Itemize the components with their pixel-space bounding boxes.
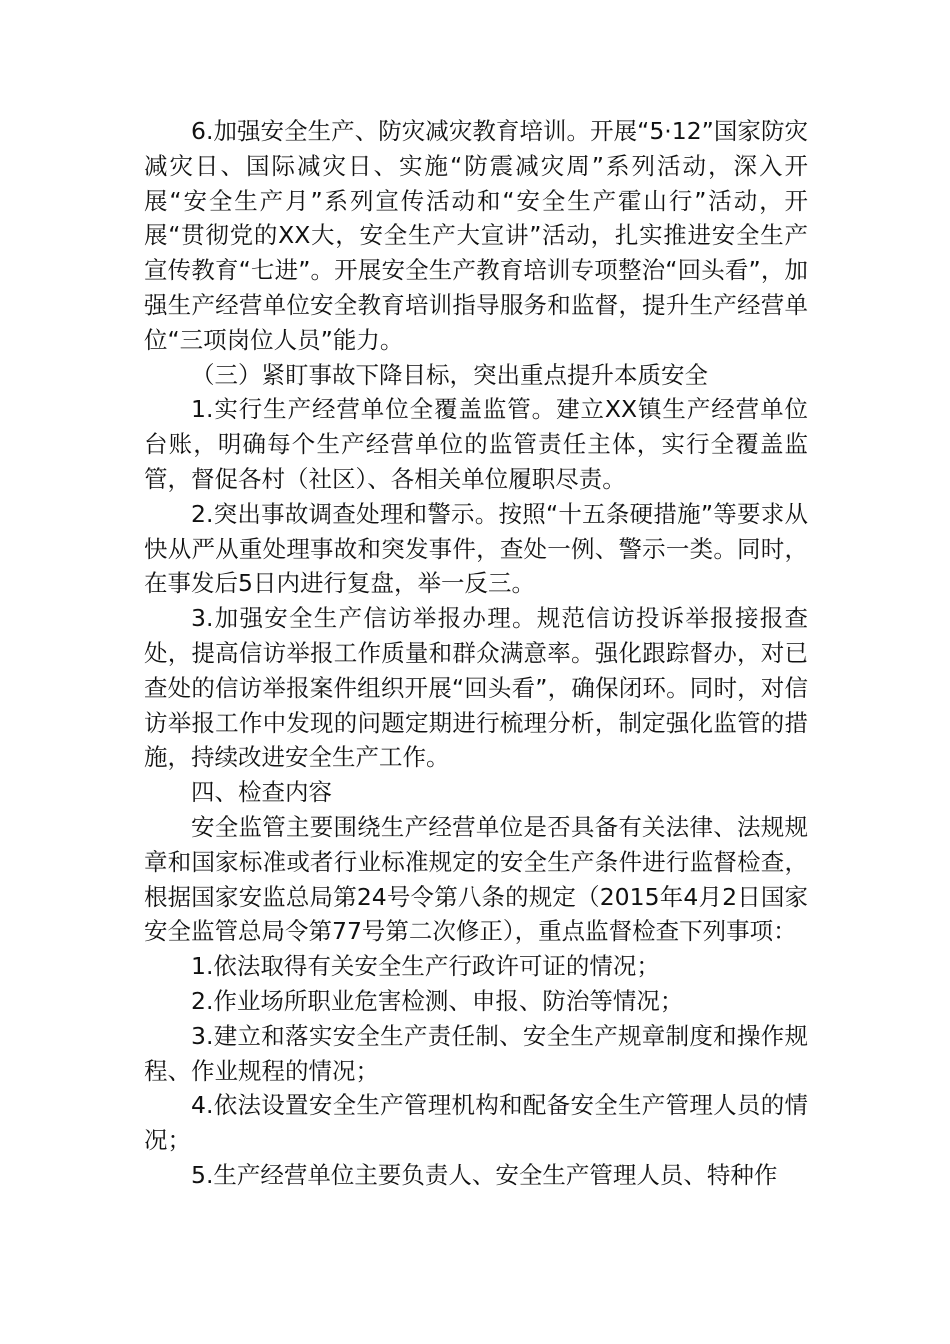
paragraph-full-coverage: 1.实行生产经营单位全覆盖监管。建立XX镇生产经营单位台账，明确每个生产经营单位的监管责任主体，实行全覆盖监管，督促各村（社区）、各相关单位履职尽责。 — [144, 395, 808, 493]
list-item-5: 5.生产经营单位主要负责人、安全生产管理人员、特种作 — [191, 1160, 778, 1189]
list-item-1: 1.依法取得有关安全生产行政许可证的情况； — [191, 952, 660, 981]
list-item-4: 4.依法设置安全生产管理机构和配备安全生产管理人员的情况； — [144, 1091, 808, 1155]
section-heading-3: （三）紧盯事故下降目标，突出重点提升本质安全 — [191, 360, 708, 389]
list-item-2: 2.作业场所职业危害检测、申报、防治等情况； — [191, 986, 684, 1015]
document-page — [144, 114, 808, 1193]
paragraph-accident: 2.突出事故调查处理和警示。按照“十五条硬措施”等要求从快从严从重处理事故和突发事件，查处一例、警示一类。同时，在事发后5日内进行复盘，举一反三。 — [144, 499, 808, 598]
paragraph-petition: 3.加强安全生产信访举报办理。规范信访投诉举报接报查处，提高信访举报工作质量和群众满意率。强化跟踪督办，对已查处的信访举报案件组织开展“回头看”，确保闭环。同时，对信访举报工作中发现的问题定期进行梳理分析，制定强化监管的措施，持续改进安全生产工作。 — [144, 604, 808, 772]
list-item-3: 3.建立和落实安全生产责任制、安全生产规章制度和操作规程、作业规程的情况； — [144, 1021, 808, 1085]
section-heading-4: 四、检查内容 — [191, 778, 332, 807]
paragraph-training: 6.加强安全生产、防灾减灾教育培训。开展“5·12”国家防灾减灾日、国际减灾日、实施“防震减灾周”系列活动，深入开展“安全生产月”系列宣传活动和“安全生产霍山行”活动，开展“贯彻党的XX大，安全生产大宣讲”活动，扎实推进安全生产宣传教育“七进”。开展安全生产教育培训专项整治“回头看”，加强生产经营单位安全教育培训指导服务和监督，提升生产经营单位“三项岗位人员”能力。 — [144, 117, 808, 354]
paragraph-inspection-intro: 安全监管主要围绕生产经营单位是否具备有关法律、法规规章和国家标准或者行业标准规定的安全生产条件进行监督检查，根据国家安监总局第24号令第八条的规定（2015年4月2日国家安全监管总局令第77号第二次修正），重点监督检查下列事项： — [144, 812, 808, 946]
